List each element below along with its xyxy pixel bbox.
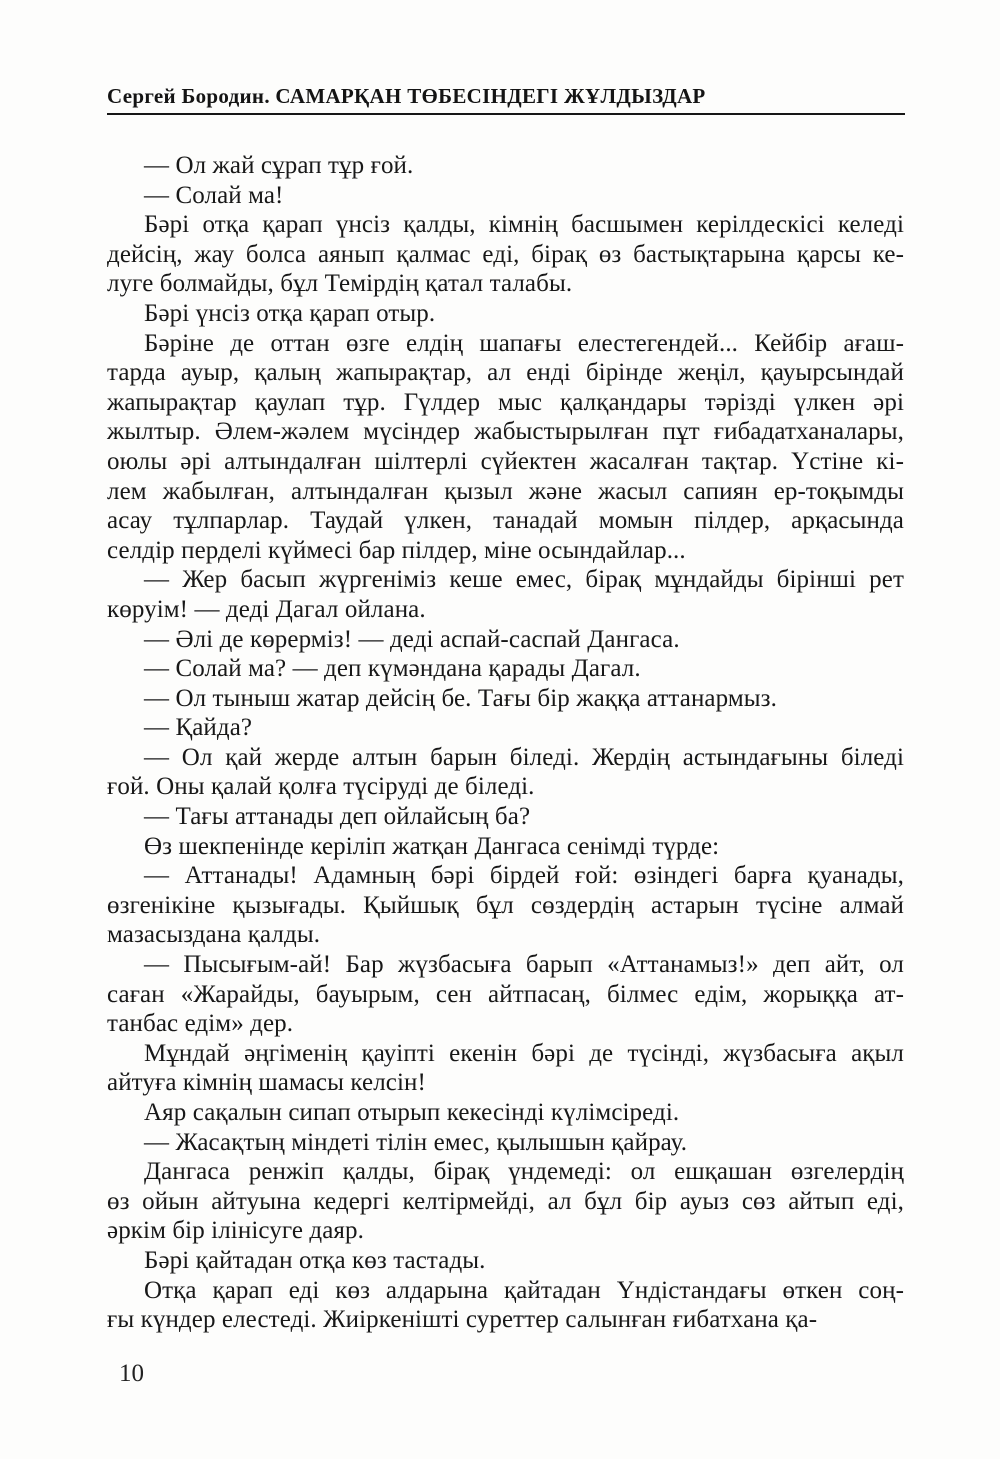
text-line: — Ол қай жерде алтын барын біледі. Жердің астындағыны біледі [144, 743, 904, 771]
text-line: өзгенікіне қызығады. Қыйшық бұл сөздердің астарын түсіне алмай [107, 891, 904, 919]
text-line: Бәрі қайтадан отқа көз тастады. [144, 1246, 486, 1274]
text-line: лем жабылған, алтындалған қызыл және жасыл сапиян ер-тоқымды [107, 477, 904, 505]
text-line: өз ойын айтуына кедергі келтірмейді, ал бұл бір ауыз сөз айтып еді, [107, 1187, 904, 1215]
paragraph [107, 861, 904, 950]
text-line: — Жасақтың міндеті тілін емес, қылышын қайрау. [144, 1128, 688, 1156]
paragraph [107, 802, 904, 832]
paragraph [107, 654, 904, 684]
header-rule [107, 113, 905, 115]
text-column [107, 151, 904, 1335]
text-line: оюлы әрі алтындалған шілтерлі сүйектен жасалған тақтар. Үстіне кі- [107, 447, 904, 475]
text-line: — Әлі де көрерміз! — деді аспай-саспай Дангаса. [144, 625, 680, 653]
text-line: — Ол жай сұрап тұр ғой. [144, 152, 414, 179]
text-line: жылтыр. Әлем-жәлем мүсіндер жабыстырылған пұт ғибадатханалары, [107, 418, 904, 446]
paragraph [107, 299, 904, 329]
text-line: Бәріне де оттан өзге елдің шапағы елестегендей... Кейбір ағаш- [144, 329, 904, 357]
text-line: көруім! — деді Дагал ойлана. [107, 595, 426, 623]
text-line: Аяр сақалын сипап отырып кекесінді күлімсіреді. [144, 1099, 680, 1126]
text-line: Отқа қарап еді көз алдарына қайтадан Үндістандағы өткен соң- [144, 1276, 904, 1304]
text-line: танбас едім» дер. [107, 1010, 294, 1038]
paragraph [107, 1157, 904, 1246]
paragraph [107, 950, 904, 1039]
text-line: дейсің, жау болса аянып қалмас еді, бірақ өз бастықтарына қарсы ке- [107, 240, 904, 268]
text-line: — Қайда? [144, 714, 253, 742]
paragraph [107, 329, 904, 566]
text-line: Бәрі отқа қарап үнсіз қалды, кімнің басшымен керілдескісі келеді [144, 211, 904, 239]
paragraph [107, 684, 904, 714]
paragraph [107, 565, 904, 624]
text-line: мазасыздана қалды. [107, 921, 321, 949]
text-line: — Жер басып жүргеніміз кеше емес, бірақ мұндайды бірінші рет [144, 566, 904, 594]
text-line: — Пысығым-ай! Бар жүзбасыға барып «Аттанамыз!» деп айт, ол [144, 951, 904, 979]
text-line: селдір перделі күймесі бар пілдер, міне осындайлар... [107, 536, 686, 564]
text-line: тарда ауыр, қалың жапырақтар, ал енді бірінде жеңіл, қауырсындай [107, 359, 904, 387]
page-number: 10 [119, 1360, 144, 1387]
text-line: Дангаса ренжіп қалды, бірақ үндемеді: ол ешқашан өзгелердің [144, 1158, 904, 1186]
paragraph [107, 713, 904, 743]
text-line: — Солай ма! [144, 181, 284, 209]
paragraph [107, 151, 904, 181]
text-line: — Тағы аттанады деп ойлайсың ба? [144, 803, 531, 831]
paragraph [107, 743, 904, 802]
paragraph [107, 1246, 904, 1276]
text-line: саған «Жарайды, бауырым, сен айтпасаң, білмес едім, жорыққа ат- [107, 980, 904, 1008]
text-line: — Аттанады! Адамның бәрі бірдей ғой: өзіндегі барға қуанады, [144, 862, 904, 890]
text-line: Бәрі үнсіз отқа қарап отыр. [144, 299, 436, 327]
text-line: луге болмайды, бұл Темірдің қатал талабы. [107, 270, 573, 298]
text-line: — Солай ма? — деп күмәндана қарады Дагал. [144, 655, 641, 683]
paragraph [107, 1276, 904, 1335]
text-line: айтуға кімнің шамасы келсін! [107, 1069, 426, 1097]
text-line: жапырақтар қаулап тұр. Гүлдер мыс қалқандары тәрізді үлкен әрі [107, 388, 904, 416]
running-header: Сергей Бородин. САМАРҚАН ТӨБЕСІНДЕГІ ЖҰЛДЫЗДАР [107, 84, 706, 108]
paragraph [107, 1128, 904, 1158]
text-line: Мұндай әңгіменің қауіпті екенін бәрі де түсінді, жүзбасыға ақыл [144, 1039, 904, 1067]
text-line: — Ол тыныш жатар дейсің бе. Тағы бір жаққа аттанармыз. [144, 684, 777, 712]
paragraph [107, 1039, 904, 1098]
paragraph [107, 1098, 904, 1128]
paragraph [107, 625, 904, 655]
paragraph [107, 210, 904, 299]
text-line: Өз шекпенінде керіліп жатқан Дангаса сенімді түрде: [144, 832, 720, 860]
paragraph [107, 832, 904, 862]
text-line: ғой. Оны қалай қолға түсіруді де біледі. [107, 773, 535, 801]
text-line: ғы күндер елестеді. Жиіркенішті суреттер салынған ғибатхана қа- [107, 1306, 818, 1334]
text-line: асау тұлпарлар. Таудай үлкен, танадай момын пілдер, арқасында [107, 507, 904, 535]
text-line: әркім бір ілінісуге даяр. [107, 1217, 364, 1245]
paragraph [107, 181, 904, 211]
